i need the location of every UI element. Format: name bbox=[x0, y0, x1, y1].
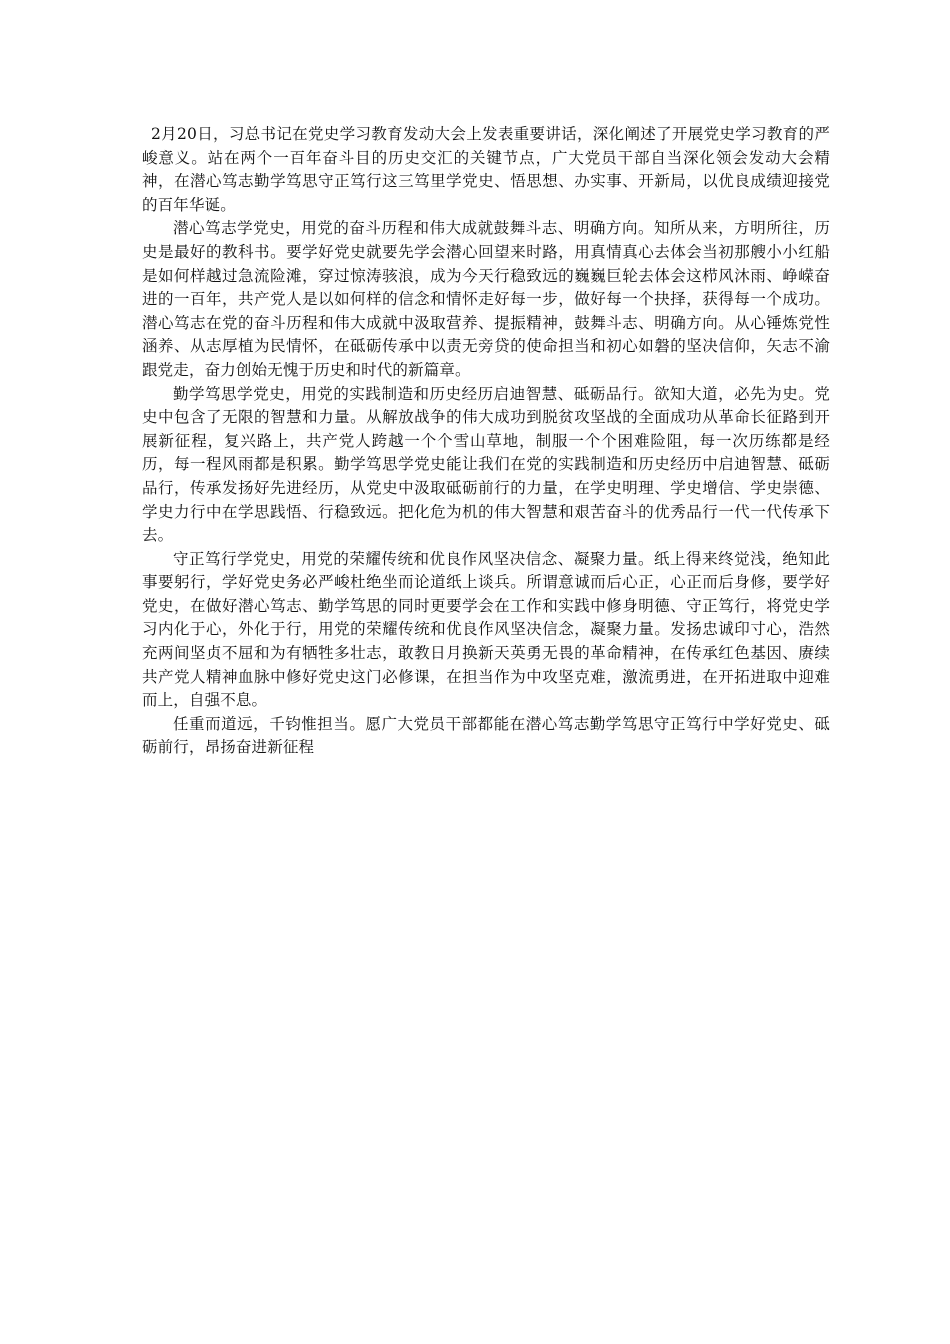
paragraph-qianxin-duzhi: 潜心笃志学党史，用党的奋斗历程和伟大成就鼓舞斗志、明确方向。知所从来，方明所往，历史是最好的教科书。要学好党史就要先学会潜心回望来时路，用真情真心去体会当初那艘小小红船是如何样越过急流险滩，穿过惊涛骇浪，成为今天行稳致远的巍巍巨轮去体会这栉风沐雨、峥嵘奋进的一百年，共产党人是以如何样的信念和情怀走好每一步，做好每一个抉择，获得每一个成功。潜心笃志在党的奋斗历程和伟大成就中汲取营养、提振精神，鼓舞斗志、明确方向。从心锤炼党性涵养、从志厚植为民情怀，在砥砺传承中以责无旁贷的使命担当和初心如磐的坚决信仰，矢志不渝跟党走，奋力创始无愧于历史和时代的新篇章。 bbox=[142, 219, 830, 379]
paragraph-intro: 2月20日，习总书记在党史学习教育发动大会上发表重要讲话，深化阐述了开展党史学习教育的严峻意义。站在两个一百年奋斗目的历史交汇的关键节点，广大党员干部自当深化领会发动大会精神，在潜心笃志勤学笃思守正笃行这三笃里学党史、悟思想、办实事、开新局，以优良成绩迎接党的百年华诞。 bbox=[142, 125, 830, 214]
paragraph-shouzheng-duxing: 守正笃行学党史，用党的荣耀传统和优良作风坚决信念、凝聚力量。纸上得来终觉浅，绝知此事要躬行，学好党史务必严峻杜绝坐而论道纸上谈兵。所谓意诚而后心正，心正而后身修，要学好党史，在做好潜心笃志、勤学笃思的同时更要学会在工作和实践中修身明德、守正笃行，将党史学习内化于心，外化于行，用党的荣耀传统和优良作风坚决信念，凝聚力量。发扬忠诚印寸心，浩然充两间坚贞不屈和为有牺牲多壮志，敢教日月换新天英勇无畏的革命精神，在传承红色基因、赓续共产党人精神血脉中修好党史这门必修课，在担当作为中攻坚克难，激流勇进，在开拓进取中迎难而上，自强不息。 bbox=[142, 549, 830, 710]
paragraph-conclusion: 任重而道远，千钧惟担当。愿广大党员干部都能在潜心笃志勤学笃思守正笃行中学好党史、砥砺前行，昂扬奋进新征程 bbox=[142, 714, 830, 757]
document-body bbox=[142, 123, 830, 760]
paragraph-qinxue-dusi: 勤学笃思学党史，用党的实践制造和历史经历启迪智慧、砥砺品行。欲知大道，必先为史。党史中包含了无限的智慧和力量。从解放战争的伟大成功到脱贫攻坚战的全面成功从革命长征路到开展新征程，复兴路上，共产党人跨越一个个雪山草地，制服一个个困难险阻，每一次历练都是经历，每一程风雨都是积累。勤学笃思学党史能让我们在党的实践制造和历史经历中启迪智慧、砥砺品行，传承发扬好先进经历，从党史中汲取砥砺前行的力量，在学史明理、学史增信、学史崇德、学史力行中在学思践悟、行稳致远。把化危为机的伟大智慧和艰苦奋斗的优秀品行一代一代传承下去。 bbox=[142, 384, 830, 545]
